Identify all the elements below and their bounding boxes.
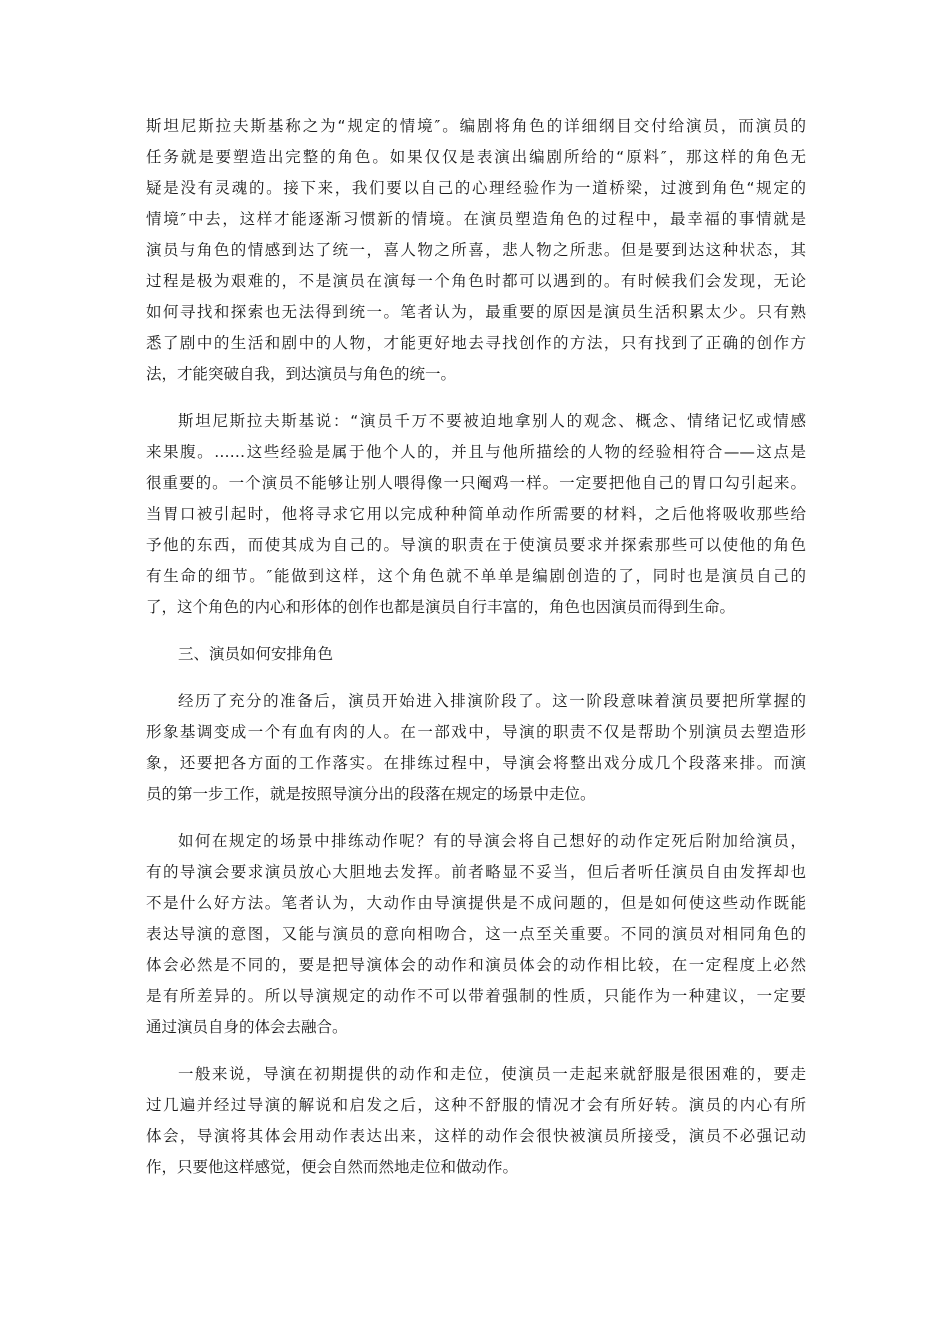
text-line: 任务就是要塑造出完整的角色。如果仅仅是表演出编剧所给的“原料″，那这样的角色无 (146, 148, 806, 166)
text-line: 如何寻找和探索也无法得到统一。笔者认为，最重要的原因是演员生活积累太少。只有熟 (146, 303, 806, 321)
text-line: 表达导演的意图，又能与演员的意向相吻合，这一点至关重要。不同的演员对相同角色的 (146, 925, 806, 943)
text-line: 体会，导演将其体会用动作表达出来，这样的动作会很快被演员所接受，演员不必强记动 (146, 1127, 806, 1145)
text-line: 是有所差异的。所以导演规定的动作不可以带着强制的性质，只能作为一种建议，一定要 (146, 987, 806, 1005)
text-line: 过程是极为艰难的，不是演员在演每一个角色时都可以遇到的。有时候我们会发现，无论 (146, 272, 806, 290)
text-line: 有的导演会要求演员放心大胆地去发挥。前者略显不妥当，但后者听任演员自由发挥却也 (146, 863, 806, 881)
paragraph-1 (146, 111, 806, 390)
section-heading (146, 639, 806, 670)
text-line: 悉了剧中的生活和剧中的人物，才能更好地去寻找创作的方法，只有找到了正确的创作方 (146, 334, 806, 352)
paragraph-4 (146, 826, 806, 1043)
text-line: 了，这个角色的内心和形体的创作也都是演员自行丰富的，角色也因演员而得到生命。 (146, 598, 736, 616)
heading-text: 三、演员如何安排角色 (178, 645, 334, 663)
text-line: 当胃口被引起时，他将寻求它用以完成种种简单动作所需要的材料，之后他将吸收那些给 (146, 505, 806, 523)
text-line: 有生命的细节。″能做到这样，这个角色就不单单是编剧创造的了，同时也是演员自己的 (146, 567, 806, 585)
paragraph-5 (146, 1059, 806, 1183)
text-line: 员的第一步工作，就是按照导演分出的段落在规定的场景中走位。 (146, 785, 596, 803)
text-line: 来果腹。……这些经验是属于他个人的，并且与他所描绘的人物的经验相符合——这点是 (146, 443, 806, 461)
text-line: 一般来说，导演在初期提供的动作和走位，使演员一走起来就舒服是很困难的，要走 (178, 1065, 806, 1083)
text-line: 斯坦尼斯拉夫斯基说：“演员千万不要被迫地拿别人的观念、概念、情绪记忆或情感 (178, 412, 806, 430)
text-line: 体会必然是不同的，要是把导演体会的动作和演员体会的动作相比较，在一定程度上必然 (146, 956, 806, 974)
text-line: 很重要的。一个演员不能够让别人喂得像一只阉鸡一样。一定要把他自己的胃口勾引起来。 (146, 474, 806, 492)
text-line: 通过演员自身的体会去融合。 (146, 1018, 348, 1036)
document-page (146, 111, 806, 1199)
paragraph-3 (146, 686, 806, 810)
text-line: 象，还要把各方面的工作落实。在排练过程中，导演会将整出戏分成几个段落来排。而演 (146, 754, 806, 772)
text-line: 疑是没有灵魂的。接下来，我们要以自己的心理经验作为一道桥梁，过渡到角色“规定的 (146, 179, 806, 197)
text-line: 过几遍并经过导演的解说和启发之后，这种不舒服的情况才会有所好转。演员的内心有所 (146, 1096, 806, 1114)
text-line: 演员与角色的情感到达了统一，喜人物之所喜，悲人物之所悲。但是要到达这种状态，其 (146, 241, 806, 259)
text-line: 经历了充分的准备后，演员开始进入排演阶段了。这一阶段意味着演员要把所掌握的 (178, 692, 806, 710)
text-line: 不是什么好方法。笔者认为，大动作由导演提供是不成问题的，但是如何使这些动作既能 (146, 894, 806, 912)
text-line: 法，才能突破自我，到达演员与角色的统一。 (146, 365, 457, 383)
paragraph-2 (146, 406, 806, 623)
text-line: 予他的东西，而使其成为自己的。导演的职责在于使演员要求并探索那些可以使他的角色 (146, 536, 806, 554)
text-line: 如何在规定的场景中排练动作呢？有的导演会将自己想好的动作定死后附加给演员， (178, 832, 806, 850)
text-line: 作，只要他这样感觉，便会自然而然地走位和做动作。 (146, 1158, 519, 1176)
text-line: 斯坦尼斯拉夫斯基称之为“规定的情境″。编剧将角色的详细纲目交付给演员，而演员的 (146, 117, 806, 135)
text-line: 形象基调变成一个有血有肉的人。在一部戏中，导演的职责不仅是帮助个别演员去塑造形 (146, 723, 806, 741)
text-line: 情境″中去，这样才能逐渐习惯新的情境。在演员塑造角色的过程中，最幸福的事情就是 (146, 210, 806, 228)
